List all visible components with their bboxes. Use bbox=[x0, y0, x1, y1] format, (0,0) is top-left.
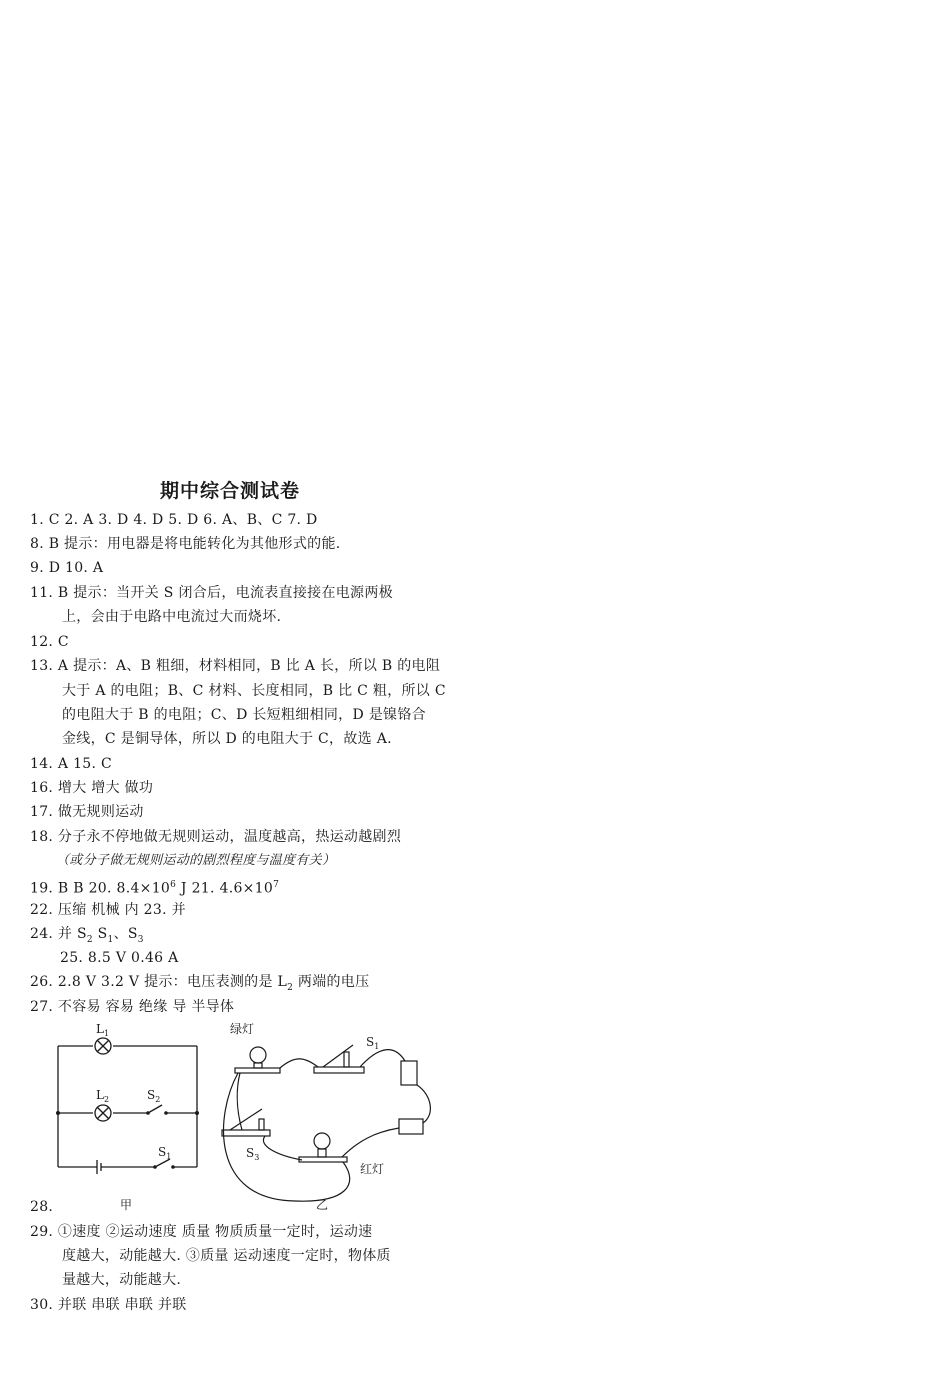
answer-line: 27. 不容易 容易 绝缘 导 半导体 bbox=[30, 999, 235, 1015]
answer-line: 量越大，动能越大. bbox=[62, 1272, 182, 1288]
schematic-diagram bbox=[58, 1038, 197, 1174]
answer-line: 14. A 15. C bbox=[30, 756, 113, 772]
label-green-lamp: 绿灯 bbox=[230, 1022, 255, 1036]
answer-line: 26. 2.8 V 3.2 V 提示：电压表测的是 $L_2$ 两端的电压 bbox=[30, 974, 370, 993]
switch-s2-icon bbox=[148, 1105, 162, 1113]
answer-line: 16. 增大 增大 做功 bbox=[30, 780, 154, 796]
green-lamp-bulb-icon bbox=[250, 1047, 266, 1063]
answer-line: 22. 压缩 机械 内 23. 并 bbox=[30, 902, 186, 918]
answer-line: 30. 并联 串联 串联 并联 bbox=[30, 1297, 187, 1313]
label-s1-physical: $S_1$ bbox=[366, 1035, 380, 1051]
answer-line: 8. B 提示：用电器是将电能转化为其他形式的能. bbox=[30, 536, 341, 552]
page-title: 期中综合测试卷 bbox=[160, 480, 301, 502]
answer-line: 29. ①速度 ②运动速度 质量 物质质量一定时，运动速 bbox=[30, 1224, 373, 1240]
answer-line: 9. D 10. A bbox=[30, 560, 104, 576]
answer-line: 的电阻大于 B 的电阻；C、D 长短粗细相同，D 是镍铬合 bbox=[62, 707, 426, 723]
label-s2: $S_2$ bbox=[147, 1088, 161, 1104]
label-l1: $L_1$ bbox=[96, 1022, 110, 1038]
answer-line: 25. 8.5 V 0.46 A bbox=[60, 950, 179, 966]
answer-line: 13. A 提示：A、B 粗细，材料相同，B 比 A 长，所以 B 的电阻 bbox=[30, 658, 441, 674]
answer-line: 28. bbox=[30, 1199, 54, 1215]
switch-s1-base bbox=[314, 1067, 364, 1073]
answer-line: 大于 A 的电阻；B、C 材料、长度相同，B 比 C 粗，所以 C bbox=[62, 683, 446, 699]
answer-line: 11. B 提示：当开关 S 闭合后，电流表直接接在电源两极 bbox=[30, 585, 393, 601]
label-s1: $S_1$ bbox=[158, 1145, 172, 1161]
circuit-figure bbox=[40, 1015, 460, 1215]
caption-jia: 甲 bbox=[120, 1198, 133, 1212]
caption-yi: 乙 bbox=[316, 1198, 329, 1212]
green-lamp-base bbox=[235, 1068, 280, 1073]
answer-line: 1. C 2. A 3. D 4. D 5. D 6. A、B、C 7. D bbox=[30, 512, 318, 528]
answer-line: 上，会由于电路中电流过大而烧坏. bbox=[62, 609, 282, 625]
switch-s3-lever-icon bbox=[230, 1109, 262, 1130]
answer-line: 19. B B 20. $8.4\times 10^6$ J 21. $4.6\times 10^7$ bbox=[30, 880, 280, 897]
physical-circuit bbox=[222, 1045, 430, 1201]
answer-line: 18. 分子永不停地做无规则运动，温度越高，热运动越剧烈 bbox=[30, 829, 402, 845]
answer-line: 金线，C 是铜导体，所以 D 的电阻大于 C，故选 A. bbox=[62, 731, 392, 747]
red-lamp-bulb-icon bbox=[314, 1133, 330, 1149]
red-lamp-base bbox=[299, 1157, 347, 1162]
answer-line: 12. C bbox=[30, 634, 69, 650]
answer-line: 度越大，动能越大. ③质量 运动速度一定时，物体质 bbox=[62, 1248, 391, 1264]
answer-line: （或分子做无规则运动的剧烈程度与温度有关） bbox=[56, 853, 336, 868]
switch-s3-base bbox=[222, 1130, 270, 1136]
battery-cell-1-icon bbox=[401, 1061, 417, 1085]
label-red-lamp: 红灯 bbox=[360, 1162, 385, 1176]
battery-cell-2-icon bbox=[399, 1119, 423, 1134]
answer-line: 24. 并 $S_2$ $S_1$、$S_3$ bbox=[30, 926, 144, 945]
answer-line: 17. 做无规则运动 bbox=[30, 804, 144, 820]
label-l2: $L_2$ bbox=[96, 1088, 110, 1104]
label-s3: $S_3$ bbox=[246, 1146, 260, 1162]
